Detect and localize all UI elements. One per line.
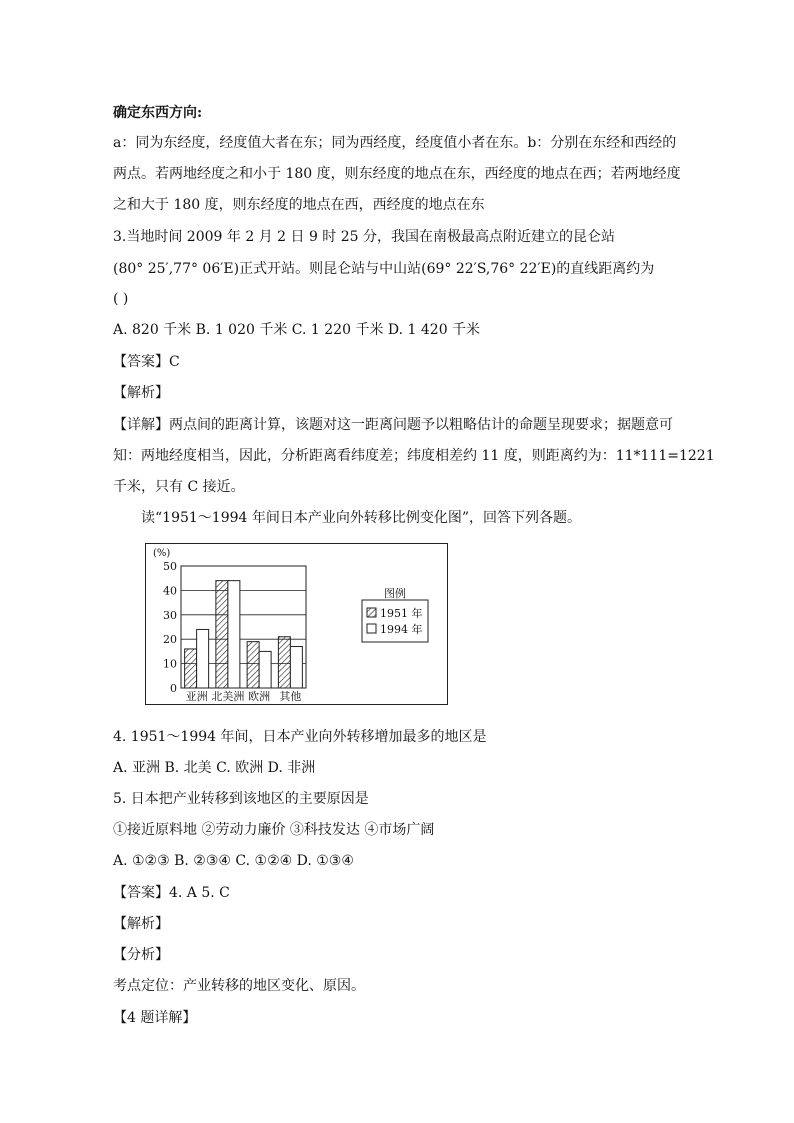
q5-stem: 5. 日本把产业转移到该地区的主要原因是 <box>113 791 369 807</box>
analysis-label: 【解析】 <box>113 916 169 932</box>
bar-series1-0 <box>185 649 197 688</box>
y-tick-label: 20 <box>163 633 177 647</box>
legend-label: 1994 年 <box>380 623 423 636</box>
section-heading: 确定东西方向: <box>113 105 203 121</box>
q5-options: A. ①②③ B. ②③④ C. ①②④ D. ①③④ <box>113 853 354 869</box>
industry-transfer-chart <box>145 543 448 705</box>
y-tick-label: 40 <box>163 584 177 598</box>
rule-line: 两点。若两地经度之和小于 180 度，则东经度的地点在东，西经度的地点在西；若两地经度 <box>113 166 681 182</box>
q3-answer: 【答案】C <box>113 354 180 370</box>
bar-series1-2 <box>247 642 259 688</box>
q3-analysis-label: 【解析】 <box>113 385 169 401</box>
q4-detail-label: 【4 题详解】 <box>113 1010 197 1026</box>
y-tick-label: 0 <box>170 682 177 695</box>
legend-swatch <box>367 608 376 617</box>
bar-series2-0 <box>197 629 209 688</box>
q5-reasons: ①接近原料地 ②劳动力廉价 ③科技发达 ④市场广阔 <box>113 822 435 838</box>
bar-series1-1 <box>216 581 228 688</box>
x-category-label: 亚洲 <box>185 690 208 703</box>
x-category-label: 欧洲 <box>248 690 271 703</box>
y-axis-label: (%) <box>153 548 171 559</box>
y-tick-label: 50 <box>163 560 177 573</box>
q3-detail-line: 【详解】两点间的距离计算，该题对这一距离问题予以粗略估计的命题呈现要求；据题意可 <box>113 417 673 433</box>
legend-title: 图例 <box>384 587 406 600</box>
bar-chart-svg <box>146 544 447 704</box>
legend-swatch <box>367 624 376 633</box>
q3-stem-line: ( ) <box>113 291 129 307</box>
x-category-label: 北美洲 <box>211 690 245 703</box>
q3-detail-line: 知：两地经度相当，因此，分析距离看纬度差；纬度相差约 11 度，则距离约为：11*111=1221 <box>113 448 715 464</box>
q3-detail-line: 千米，只有 C 接近。 <box>113 479 245 495</box>
fenxi-label: 【分析】 <box>113 947 169 963</box>
kaodian-text: 考点定位：产业转移的地区变化、原因。 <box>113 978 365 994</box>
bar-series2-2 <box>259 651 271 688</box>
y-tick-label: 30 <box>163 608 177 622</box>
bar-series1-3 <box>278 637 290 688</box>
chart-intro: 读“1951～1994 年间日本产业向外转移比例变化图”，回答下列各题。 <box>141 510 582 526</box>
y-tick-label: 10 <box>163 657 177 671</box>
answer-4-5: 【答案】4. A 5. C <box>113 885 230 901</box>
bar-series2-1 <box>228 581 240 688</box>
legend-label: 1951 年 <box>380 607 423 620</box>
q3-stem-line: 3.当地时间 2009 年 2 月 2 日 9 时 25 分，我国在南极最高点附近建立的昆仑站 <box>113 229 616 245</box>
rule-line: a：同为东经度，经度值大者在东；同为西经度，经度值小者在东。b：分别在东经和西经的 <box>113 135 677 151</box>
q3-stem-line: (80° 25′,77° 06′E)正式开站。则昆仑站与中山站(69° 22′S,76° 22′E)的直线距离约为 <box>113 261 655 277</box>
q4-options: A. 亚洲 B. 北美 C. 欧洲 D. 非洲 <box>113 760 316 776</box>
bar-series2-3 <box>290 647 302 688</box>
q4-stem: 4. 1951～1994 年间，日本产业向外转移增加最多的地区是 <box>113 729 487 745</box>
q3-options: A. 820 千米 B. 1 020 千米 C. 1 220 千米 D. 1 420 千米 <box>113 322 481 338</box>
rule-line: 之和大于 180 度，则东经度的地点在西，西经度的地点在东 <box>113 197 485 213</box>
x-category-label: 其他 <box>279 690 302 703</box>
